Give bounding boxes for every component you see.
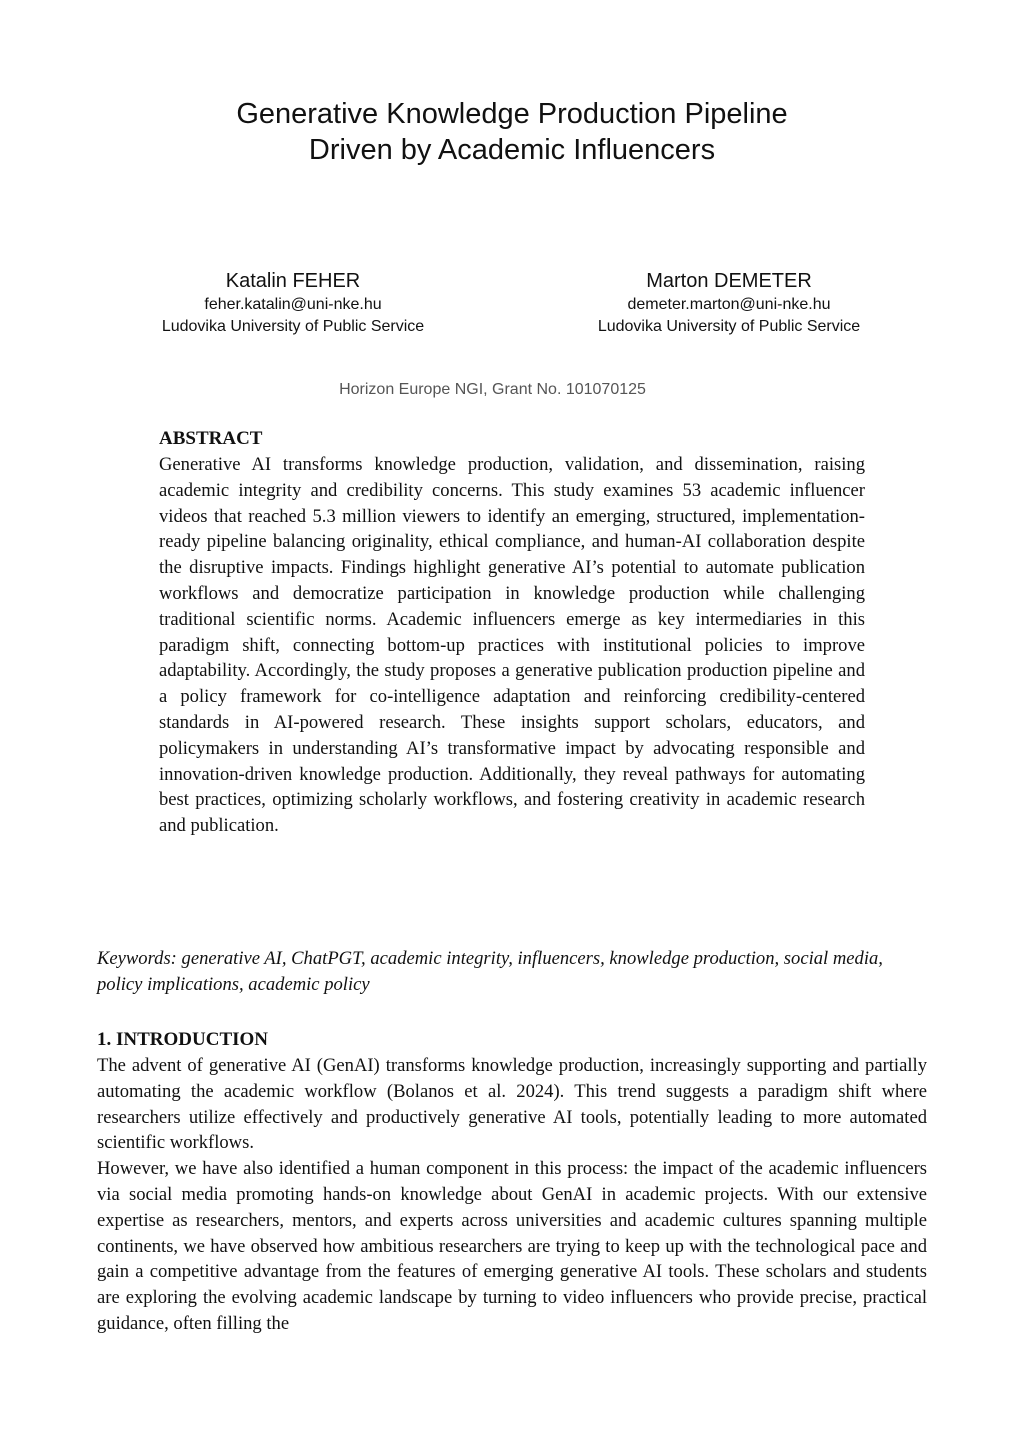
author-email[interactable]: feher.katalin@uni-nke.hu: [204, 296, 382, 313]
author-email[interactable]: demeter.marton@uni-nke.hu: [627, 296, 831, 313]
introduction-section: [97, 1027, 927, 1337]
author-affiliation: Ludovika University of Public Service: [597, 318, 861, 335]
introduction-paragraph-1: The advent of generative AI (GenAI) transforms knowledge production, increasingly supporting and partially automating the academic workflow (Bolanos et al. 2024). This trend suggests a paradigm shift where researchers utilize effectively and productively generative AI tools, potentially leading to more automated scientific workflows.: [97, 1055, 927, 1154]
author-name: Katalin FEHER: [225, 270, 361, 292]
introduction-heading: 1. INTRODUCTION: [97, 1029, 269, 1050]
abstract-section: [159, 426, 865, 839]
author-name: Marton DEMETER: [646, 270, 812, 292]
introduction-paragraph-2: However, we have also identified a human component in this process: the impact of the academic influencers via social media promoting hands-on knowledge about GenAI in academic projects. With our extensive expertise as researchers, mentors, and experts across universities and academic cultures spanning multiple continents, we have observed how ambitious researchers are trying to keep up with the technological pace and gain a competitive advantage from the features of emerging generative AI tools. These scholars and students are exploring the evolving academic landscape by turning to video influencers who provide precise, practical guidance, often filling the: [97, 1158, 927, 1334]
author-block-1: [83, 268, 503, 338]
abstract-heading: ABSTRACT: [159, 428, 263, 449]
paper-title-line-2: Driven by Academic Influencers: [308, 134, 716, 166]
paper-title-line-1: Generative Knowledge Production Pipeline: [236, 98, 788, 130]
keywords: Keywords: generative AI, ChatPGT, academic integrity, influencers, knowledge production, social media, policy implications, academic policy: [97, 948, 883, 995]
paper-title: [0, 96, 1024, 168]
author-block-2: [519, 268, 939, 338]
author-affiliation: Ludovika University of Public Service: [161, 318, 425, 335]
grant-note: Horizon Europe NGI, Grant No. 101070125: [339, 381, 646, 398]
abstract-text: Generative AI transforms knowledge production, validation, and dissemination, raising academic integrity and credibility concerns. This study examines 53 academic influencer videos that reached 5.3 million viewers to identify an emerging, structured, implementation-ready pipeline balancing originality, ethical compliance, and human-AI collaboration despite the disruptive impacts. Findings highlight generative AI’s potential to automate publication workflows and democratize participation in knowledge production while challenging traditional scientific norms. Academic influencers emerge as key intermediaries in this paradigm shift, connecting bottom-up practices with institutional policies to improve adaptability. Accordingly, the study proposes a generative publication production pipeline and a policy framework for co-intelligence adaptation and reinforcing credibility-centered standards in AI-powered research. These insights support scholars, educators, and policymakers in understanding AI’s transformative impact by advocating responsible and innovation-driven knowledge production. Additionally, they reveal pathways for automating best practices, optimizing scholarly workflows, and fostering creativity in academic research and publication.: [159, 454, 865, 837]
